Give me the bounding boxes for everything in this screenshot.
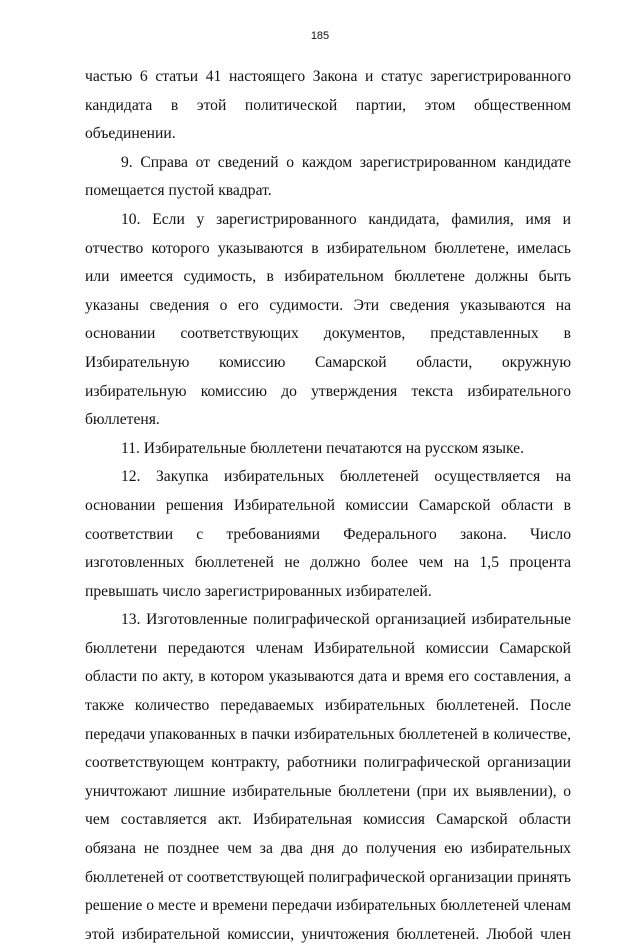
paragraph-continuation: частью 6 статьи 41 настоящего Закона и статус зарегистрированного кандидата в этой политической партии, этом общественном объединении. bbox=[85, 68, 571, 143]
page-number: 185 bbox=[310, 30, 330, 42]
paragraph-item-10: 10. Если у зарегистрированного кандидата, фамилия, имя и отчество которого указываются в избирательном бюллетене, имелась или имеется судимость, в избирательном бюллетене должны быть указаны сведения о его судимости. Эти сведения указываются на основании соответствующих документов, представленных в Избирательную комиссию Самарской области, окружную избирательную комиссию до утверждения текста избирательного бюллетеня. bbox=[85, 210, 571, 429]
paragraph-item-12: 12. Закупка избирательных бюллетеней осуществляется на основании решения Избирательной комиссии Самарской области в соответствии с требованиями Федерального закона. Число изготовленных бюллетеней не должно более чем на 1,5 процента превышать число зарегистрированных избирателей. bbox=[85, 468, 571, 600]
paragraph-item-13: 13. Изготовленные полиграфической организацией избирательные бюллетени передаются членам Избирательной комиссии Самарской области по акту, в котором указываются дата и время его составления, а также количество передаваемых избирательных бюллетеней. После передачи упакованных в пачки избирательных бюллетеней в количестве, соответствующем контракту, работники полиграфической организации уничтожают лишние избирательные бюллетени (при их выявлении), о чем составляется акт. Избирательная комиссия Самарской области обязана не позднее чем за два дня до получения ею избирательных бюллетеней от соответствующей полиграфической организации принять решение о месте и времени передачи избирательных бюллетеней членам этой избирательной комиссии, уничтожения бюллетеней. Любой член bbox=[85, 611, 571, 943]
paragraph-item-9: 9. Справа от сведений о каждом зарегистрированном кандидате помещается пустой квадрат. bbox=[85, 153, 571, 200]
document-body bbox=[85, 63, 571, 949]
paragraph-item-11: 11. Избирательные бюллетени печатаются на русском языке. bbox=[121, 439, 524, 457]
